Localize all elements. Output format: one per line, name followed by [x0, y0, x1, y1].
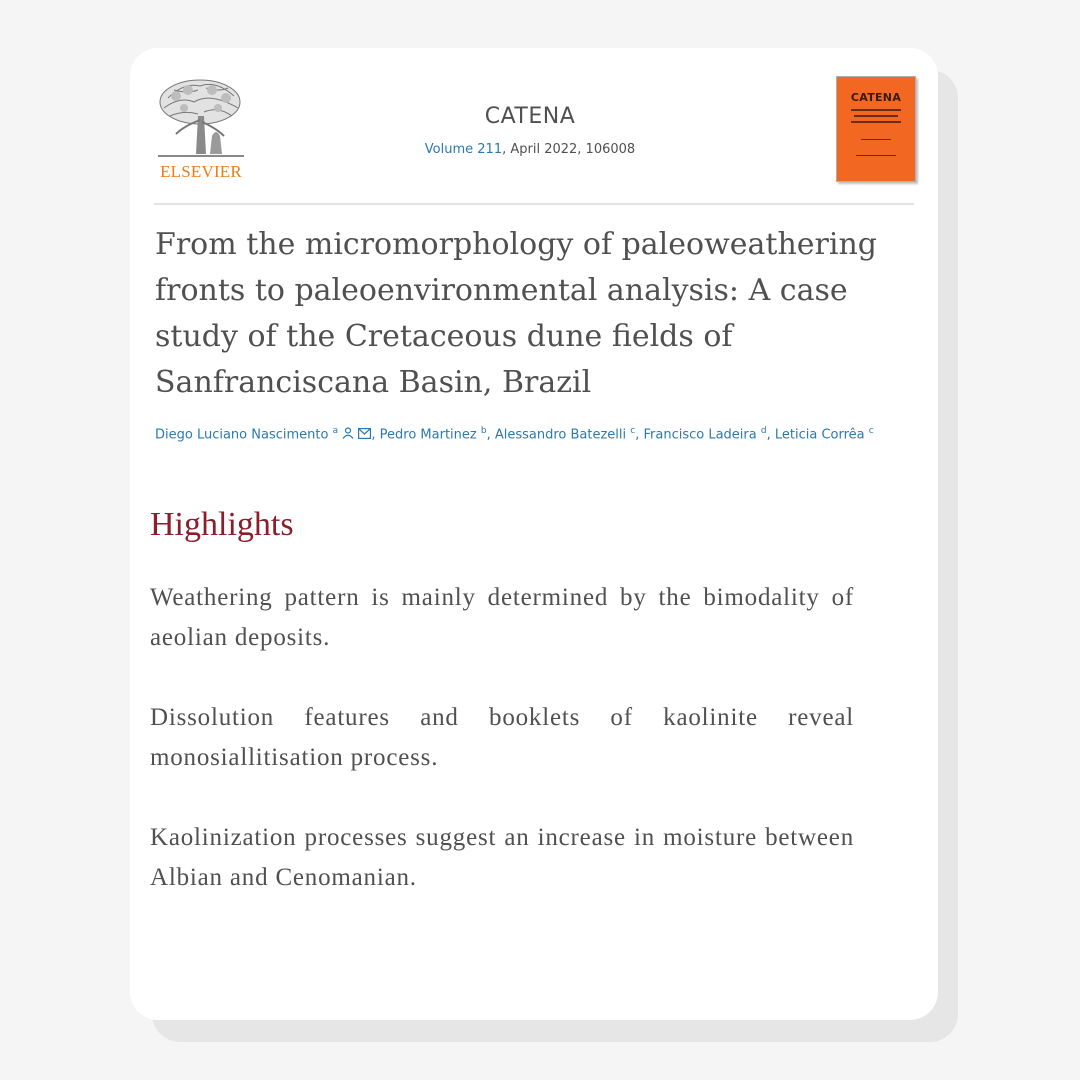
author-link[interactable]: Pedro Martinez — [379, 427, 477, 443]
highlight-item: Dissolution features and booklets of kaolinite reveal monosiallitisation process. — [150, 704, 854, 771]
article-card — [130, 48, 938, 1020]
cover-decoration — [854, 115, 898, 117]
cover-decoration — [856, 155, 896, 156]
journal-name[interactable]: CATENA — [484, 104, 576, 129]
elsevier-logo[interactable] — [154, 76, 248, 184]
highlight-item: Weathering pattern is mainly determined by the bimodality of aeolian deposits. — [150, 584, 854, 651]
volume-line — [310, 142, 750, 157]
cover-title: CATENA — [850, 91, 902, 104]
volume-link[interactable]: Volume 211 — [424, 142, 503, 157]
author-link[interactable]: Alessandro Batezelli — [494, 427, 627, 443]
cover-decoration — [851, 121, 901, 123]
journal-cover-thumbnail[interactable] — [836, 76, 916, 182]
issue-info: , April 2022, 106008 — [502, 142, 636, 157]
author-affiliation: b — [480, 426, 487, 436]
highlight-item: Kaolinization processes suggest an increase in moisture between Albian and Cenomanian. — [150, 824, 854, 891]
cover-decoration — [851, 109, 901, 111]
person-icon[interactable] — [342, 427, 354, 439]
author-link[interactable]: Francisco Ladeira — [643, 427, 757, 443]
header-divider — [154, 203, 914, 205]
author-link[interactable]: Leticia Corrêa — [774, 427, 865, 443]
highlights-heading: Highlights — [150, 506, 294, 543]
author-link[interactable]: Diego Luciano Nascimento — [155, 427, 329, 443]
mail-icon[interactable] — [358, 428, 371, 439]
author-list: Diego Luciano Nascimento $^a$ , Pedro Martinez $^b$, Alessandro Batezelli $^c$, Francisco Ladeira $^d$, Leticia Corrêa $^c$ — [155, 426, 874, 443]
elsevier-wordmark: ELSEVIER — [160, 162, 242, 181]
cover-decoration — [861, 139, 891, 140]
author-affiliation: c — [868, 426, 874, 436]
author-affiliation: d — [760, 426, 767, 436]
author-affiliation: a — [332, 426, 339, 436]
elsevier-tree-logo-icon — [154, 76, 248, 160]
author-affiliation: c — [630, 426, 636, 436]
article-title: From the micromorphology of paleoweathering fronts to paleoenvironmental analysis: A case study of the Cretaceous dune fields of Sanfranciscana Basin, Brazil — [155, 227, 878, 400]
